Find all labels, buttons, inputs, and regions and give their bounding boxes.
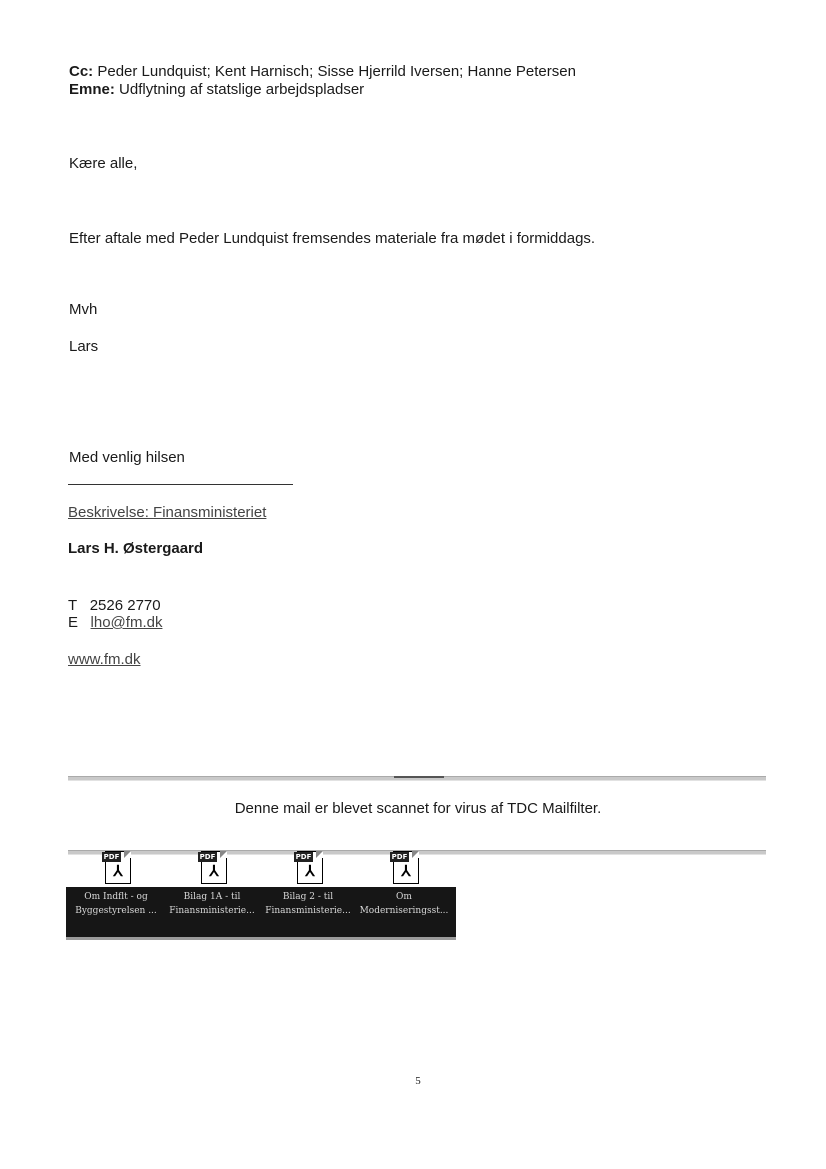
- attachment-item[interactable]: [70, 851, 166, 889]
- subject-value: Udflytning af statslige arbejdspladser: [119, 81, 365, 98]
- attachment-name[interactable]: Bilag 2 - til: [282, 892, 334, 902]
- attachment-item[interactable]: [262, 851, 358, 889]
- email-link[interactable]: lho@fm.dk: [90, 614, 163, 631]
- signature-phone: [68, 597, 161, 615]
- attachment-name[interactable]: Finansministerie...: [265, 906, 351, 916]
- footer-separator: [68, 776, 766, 781]
- subject-line: [69, 81, 364, 99]
- attachment-name[interactable]: Moderniseringsst...: [359, 906, 449, 916]
- attachment-item[interactable]: [166, 851, 262, 889]
- signature-divider: [68, 484, 293, 485]
- pdf-icon: PDF ⅄: [198, 851, 230, 884]
- closing: Mvh: [69, 301, 98, 318]
- logo-alt-text[interactable]: Beskrivelse: Finansministeriet: [68, 504, 267, 521]
- pdf-icon: PDF ⅄: [390, 851, 422, 884]
- attachment-name[interactable]: Om Indflt - og: [84, 892, 148, 902]
- signature-email: [68, 614, 162, 632]
- attachment-name[interactable]: Om: [396, 892, 412, 902]
- attachment-name[interactable]: Finansministerie...: [169, 906, 255, 916]
- attachment-item[interactable]: [358, 851, 454, 889]
- cc-label: Cc:: [69, 63, 94, 80]
- website-link[interactable]: www.fm.dk: [68, 651, 141, 668]
- pdf-icon: PDF ⅄: [102, 851, 134, 884]
- attachment-name[interactable]: Byggestyrelsen ...: [75, 906, 157, 916]
- body-paragraph: Efter aftale med Peder Lundquist fremsendes materiale fra mødet i formiddags.: [69, 230, 596, 247]
- page-number: 5: [415, 1075, 421, 1087]
- virus-notice: Denne mail er blevet scannet for virus af TDC Mailfilter.: [234, 800, 602, 817]
- pdf-icon: PDF ⅄: [294, 851, 326, 884]
- cc-line: [69, 63, 576, 81]
- attachment-name[interactable]: Bilag 1A - til: [183, 892, 241, 902]
- signature-full-name: Lars H. Østergaard: [68, 540, 204, 557]
- greeting: Kære alle,: [69, 155, 138, 172]
- sender-first-name: Lars: [69, 338, 99, 355]
- signature-regards: Med venlig hilsen: [69, 449, 185, 466]
- subject-label: Emne:: [69, 81, 115, 98]
- cc-value: Peder Lundquist; Kent Harnisch; Sisse Hjerrild Iversen; Hanne Petersen: [97, 63, 576, 80]
- email-label: E: [68, 614, 79, 631]
- phone-label: T: [68, 597, 78, 614]
- phone-number: 2526 2770: [89, 597, 161, 614]
